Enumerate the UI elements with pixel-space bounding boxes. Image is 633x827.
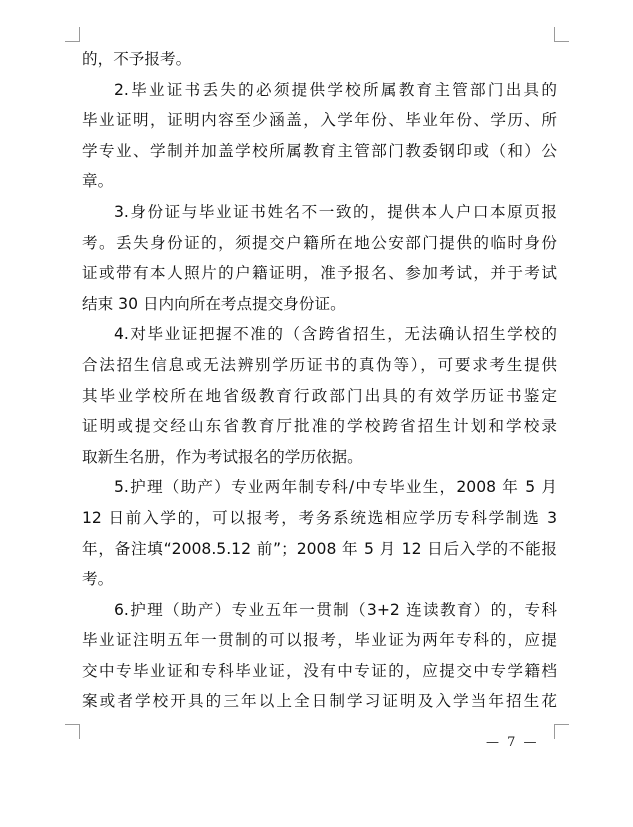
crop-mark-bottom-left [65,724,80,739]
text-line: 合法招生信息或无法辨别学历证书的真伪等），可要求考生提供 [82,355,557,374]
crop-mark-top-right [554,27,569,42]
text-line: 4.对毕业证把握不准的（含跨省招生，无法确认招生学校的 [114,325,557,344]
text-line: 其毕业学校所在地省级教育行政部门出具的有效学历证书鉴定 [82,386,557,405]
text-line: 证或带有本人照片的户籍证明，准予报名、参加考试，并于考试 [82,264,557,283]
text-line: 考。 [82,570,114,589]
text-line: 5.护理（助产）专业两年制专科/中专毕业生，2008 年 5 月 [114,478,557,497]
text-line: 案或者学校开具的三年以上全日制学习证明及入学当年招生花 [82,692,557,711]
text-line: 章。 [82,172,114,191]
text-line: 12 日前入学的，可以报考，考务系统选相应学历专科学制选 3 [82,508,557,527]
text-line: 学专业、学制并加盖学校所属教育主管部门教委钢印或（和）公 [82,141,557,160]
text-line: 取新生名册，作为考试报名的学历依据。 [82,447,363,466]
body-text [82,44,557,717]
text-line: 结束 30 日内向所在考点提交身份证。 [82,294,346,313]
crop-mark-top-left [65,27,80,42]
text-line: 毕业证明，证明内容至少涵盖，入学年份、毕业年份、学历、所 [82,111,557,130]
page-number: — 7 — [486,735,539,750]
text-line: 证明或提交经山东省教育厅批准的学校跨省招生计划和学校录 [82,417,557,436]
text-line: 考。丢失身份证的，须提交户籍所在地公安部门提供的临时身份 [82,233,557,252]
text-line: 3.身份证与毕业证书姓名不一致的，提供本人户口本原页报 [114,202,557,221]
crop-mark-bottom-right [554,724,569,739]
text-line: 2.毕业证书丢失的必须提供学校所属教育主管部门出具的 [114,80,557,99]
text-line: 毕业证注明五年一贯制的可以报考，毕业证为两年专科的，应提 [82,631,557,650]
text-line: 的，不予报考。 [82,50,192,68]
text-line: 年，备注填“2008.5.12 前”；2008 年 5 月 12 日后入学的不能报 [82,539,557,558]
text-line: 交中专毕业证和专科毕业证，没有中专证的，应提交中专学籍档 [82,661,557,680]
text-line: 6.护理（助产）专业五年一贯制（3+2 连读教育）的，专科 [114,600,557,619]
